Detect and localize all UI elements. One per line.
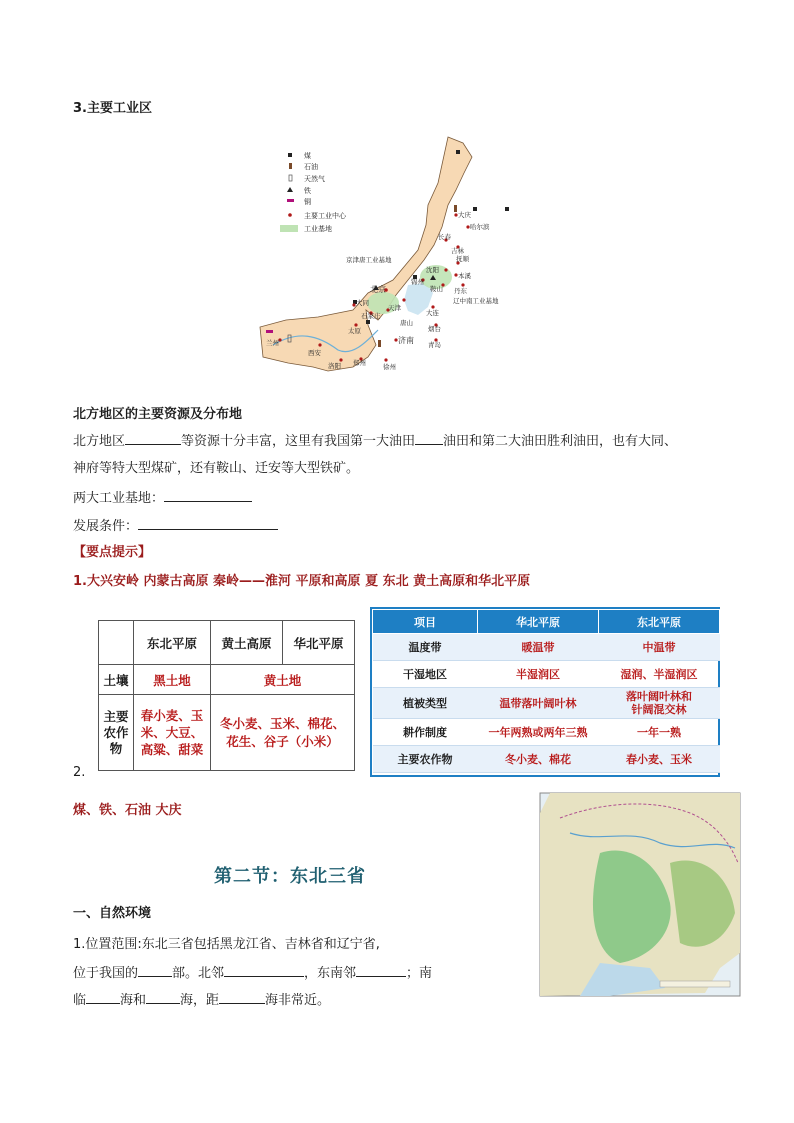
section-title: 3.主要工业区 bbox=[73, 101, 152, 116]
table-header: 东北平原 bbox=[599, 610, 720, 634]
city: 烟台 bbox=[428, 325, 441, 333]
table-header: 黄土高原 bbox=[211, 621, 283, 665]
row-label: 主要农作物 bbox=[373, 746, 478, 773]
blank[interactable] bbox=[415, 430, 443, 445]
city: 兰州 bbox=[266, 339, 279, 347]
city: 大庆 bbox=[458, 211, 471, 219]
city: 抚顺 bbox=[456, 255, 469, 263]
city: 徐州 bbox=[383, 363, 396, 371]
region-label: 京津唐工业基地 bbox=[346, 256, 392, 264]
table-header: 华北平原 bbox=[283, 621, 355, 665]
row-label: 土壤 bbox=[99, 665, 134, 695]
table-corner bbox=[99, 621, 134, 665]
resource-symbols bbox=[266, 150, 509, 347]
city: 大同 bbox=[356, 299, 369, 307]
table-cell: 落叶阔叶林和 针阔混交林 bbox=[599, 688, 720, 719]
elevation-scale bbox=[660, 981, 730, 987]
city: 鞍山 bbox=[430, 285, 443, 293]
row-label: 植被类型 bbox=[373, 688, 478, 719]
resources-title: 北方地区的主要资源及分布地 bbox=[73, 407, 243, 422]
city: 本溪 bbox=[458, 272, 471, 280]
answer-1: 1.大兴安岭 内蒙古高原 秦岭——淮河 平原和高原 夏 东北 黄土高原和华北平原 bbox=[73, 574, 531, 589]
region-label: 辽中南工业基地 bbox=[453, 297, 499, 305]
table-cell: 春小麦、玉 米、大豆、 高粱、甜菜 bbox=[134, 695, 211, 771]
table-header: 项目 bbox=[373, 610, 478, 634]
map-legend bbox=[280, 151, 347, 233]
legend-iron: 铁 bbox=[304, 187, 311, 195]
plain-comparison-table bbox=[372, 609, 720, 773]
blank[interactable] bbox=[138, 515, 278, 530]
table-cell: 冬小麦、棉花 bbox=[478, 746, 599, 773]
city: 北京 bbox=[370, 285, 386, 294]
row-label: 耕作制度 bbox=[373, 719, 478, 746]
resources-para-1: 北方地区 等资源十分丰富，这里有我国第一大油田 油田和第二大油田胜利油田，也有大同、 bbox=[73, 430, 677, 452]
city: 唐山 bbox=[400, 319, 413, 327]
table-header: 东北平原 bbox=[134, 621, 211, 665]
city: 沈阳 bbox=[426, 266, 439, 274]
city: 吉林 bbox=[451, 247, 464, 255]
answer-3: 煤、铁、石油 大庆 bbox=[73, 803, 182, 818]
city: 锦州 bbox=[411, 278, 424, 286]
table-cell: 一年两熟或两年三熟 bbox=[478, 719, 599, 746]
blank[interactable] bbox=[164, 487, 252, 502]
row-label: 干湿地区 bbox=[373, 661, 478, 688]
city: 济南 bbox=[398, 336, 414, 345]
legend-coal: 煤 bbox=[304, 152, 311, 160]
blank[interactable] bbox=[356, 962, 406, 977]
soil-crops-table bbox=[98, 620, 355, 771]
city: 石家庄 bbox=[361, 312, 381, 320]
tips-title: 【要点提示】 bbox=[73, 545, 152, 560]
table-cell: 冬小麦、玉米、棉花、 花生、谷子（小米） bbox=[211, 695, 355, 771]
question-1-line-1: 1.位置范围:东北三省包括黑龙江省、吉林省和辽宁省, bbox=[73, 937, 380, 952]
table-cell: 暖温带 bbox=[478, 634, 599, 661]
legend-oil: 石油 bbox=[304, 163, 318, 171]
table-cell: 黑土地 bbox=[134, 665, 211, 695]
blank[interactable] bbox=[224, 962, 304, 977]
city: 丹东 bbox=[454, 287, 467, 295]
table-cell: 半湿润区 bbox=[478, 661, 599, 688]
table-header: 华北平原 bbox=[478, 610, 599, 634]
table-cell: 中温带 bbox=[599, 634, 720, 661]
row-label: 主要 农作 物 bbox=[99, 695, 134, 771]
city: 天津 bbox=[388, 304, 401, 312]
city: 郑州 bbox=[353, 359, 366, 367]
northeast-terrain-map bbox=[540, 793, 740, 996]
table-cell: 湿润、半湿润区 bbox=[599, 661, 720, 688]
table-cell: 一年一熟 bbox=[599, 719, 720, 746]
legend-base: 工业基地 bbox=[304, 225, 332, 233]
answer-2-number: 2. bbox=[73, 765, 86, 780]
blank[interactable] bbox=[219, 989, 265, 1004]
conditions-question: 发展条件： bbox=[73, 515, 278, 537]
city: 西安 bbox=[308, 349, 321, 357]
city: 太原 bbox=[348, 327, 361, 335]
city: 青岛 bbox=[428, 341, 441, 349]
blank[interactable] bbox=[125, 430, 181, 445]
subsection-title: 一、自然环境 bbox=[73, 906, 152, 921]
city: 长春 bbox=[438, 233, 451, 241]
question-1-line-3: 临 海和 海，距 海非常近。 bbox=[73, 989, 330, 1011]
legend-gas: 天然气 bbox=[304, 175, 325, 183]
legend-copper: 铜 bbox=[304, 198, 311, 206]
city: 哈尔滨 bbox=[470, 223, 490, 231]
table-cell: 温带落叶阔叶林 bbox=[478, 688, 599, 719]
city: 大连 bbox=[426, 309, 439, 317]
row-label: 温度带 bbox=[373, 634, 478, 661]
blank[interactable] bbox=[86, 989, 120, 1004]
table-cell: 春小麦、玉米 bbox=[599, 746, 720, 773]
resources-para-2: 神府等特大型煤矿，还有鞍山、迁安等大型铁矿。 bbox=[73, 461, 360, 476]
blank[interactable] bbox=[146, 989, 180, 1004]
question-1-line-2: 位于我国的 部。北邻 ，东南邻 ；南 bbox=[73, 962, 432, 984]
city: 洛阳 bbox=[328, 362, 341, 370]
section-heading: 第二节：东北三省 bbox=[214, 866, 366, 887]
legend-center: 主要工业中心 bbox=[304, 212, 346, 220]
table-cell: 黄土地 bbox=[211, 665, 355, 695]
industrial-bases-question: 两大工业基地： bbox=[73, 487, 252, 509]
northern-region-shape bbox=[260, 137, 472, 371]
industrial-region-map bbox=[258, 135, 499, 375]
blank[interactable] bbox=[138, 962, 172, 977]
